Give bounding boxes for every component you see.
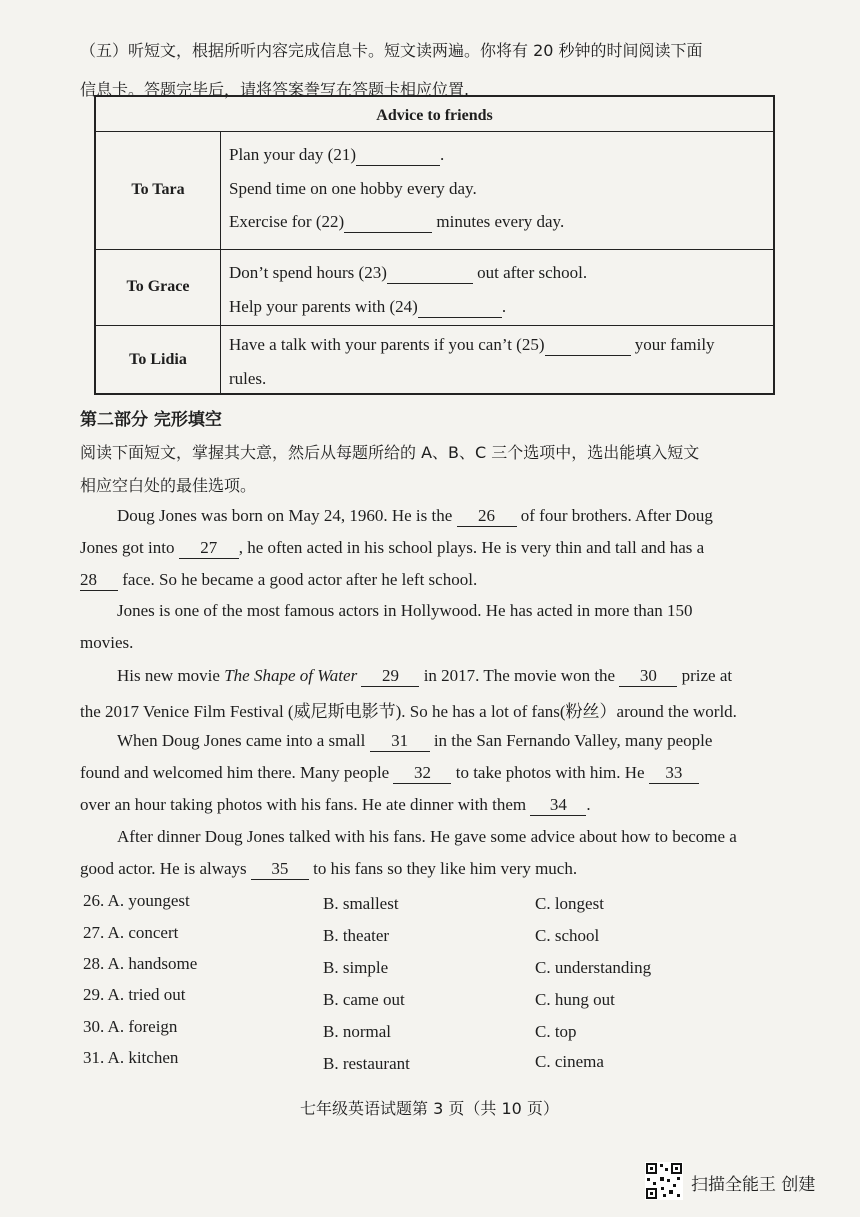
table-row [96, 131, 773, 250]
option-c: C. hung out [535, 990, 615, 1009]
option-c: C. longest [535, 894, 604, 913]
option-a: 31. A. kitchen [83, 1048, 179, 1067]
option-b: B. theater [323, 926, 390, 945]
passage-line: found and welcomed him there. Many people 32 to take photos with him. He 33 [80, 763, 699, 784]
advice-line: Exercise for (22) minutes every day. [229, 212, 565, 231]
option-b: B. came out [323, 990, 405, 1009]
option-c: C. understanding [535, 958, 652, 977]
answer-blank-23 [387, 263, 473, 284]
answer-blank-24 [418, 297, 502, 318]
passage-line: His new movie The Shape of Water 29 in 2017. The movie won the 30 prize at [117, 666, 733, 685]
option-a: 30. A. foreign [83, 1017, 178, 1036]
scanner-watermark: 扫描全能王 创建 [691, 1175, 816, 1195]
page-footer: 七年级英语试题第 3 页（共 10 页） [300, 1099, 559, 1118]
option-b: B. smallest [323, 894, 399, 913]
movie-title: The Shape of Water [224, 666, 358, 685]
row-name-grace: To Grace [96, 249, 221, 325]
passage-line: Jones got into 27 , he often acted in his school plays. He is very thin and tall and has a [80, 538, 705, 557]
passage-line: movies. [80, 633, 134, 652]
table-row [96, 249, 773, 326]
option-c: C. top [535, 1022, 577, 1041]
passage-line: over an hour taking photos with his fans. He ate dinner with them 34 . [80, 795, 591, 814]
qr-code-icon [645, 1162, 683, 1200]
cloze-blank-31: 31 [370, 731, 430, 752]
passage-line: 28 face. So he became a good actor after he left school. [80, 570, 478, 589]
advice-line: rules. [229, 369, 267, 388]
advice-line: Don’t spend hours (23) out after school. [229, 263, 588, 282]
cloze-blank-27: 27 [179, 538, 239, 559]
option-c: C. school [535, 926, 600, 945]
advice-line: Plan your day (21) . [229, 145, 445, 164]
answer-blank-21 [356, 145, 440, 166]
table-row [96, 325, 773, 395]
row-name-lidia: To Lidia [96, 325, 221, 395]
cloze-blank-28: 28 [80, 570, 118, 591]
advice-line: Have a talk with your parents if you can’t (25) your family [229, 335, 715, 354]
passage-line: Jones is one of the most famous actors in Hollywood. He has acted in more than 150 [117, 601, 693, 620]
cloze-blank-34: 34 [530, 795, 586, 816]
part2-instruction-line2: 相应空白处的最佳选项。 [80, 476, 257, 495]
option-a: 27. A. concert [83, 923, 179, 942]
advice-line: Spend time on one hobby every day. [229, 179, 477, 198]
advice-line: Help your parents with (24) . [229, 297, 507, 316]
row-name-tara: To Tara [96, 131, 221, 249]
table-title: Advice to friends [96, 97, 773, 132]
part2-instruction-line1: 阅读下面短文，掌握其大意，然后从每题所给的 A、B、C 三个选项中，选出能填入短文 [80, 443, 700, 462]
passage-line: good actor. He is always 35 to his fans so they like him very much. [80, 859, 578, 878]
option-a: 28. A. handsome [83, 954, 198, 973]
option-b: B. restaurant [323, 1054, 410, 1073]
option-b: B. simple [323, 958, 389, 977]
option-b: B. normal [323, 1022, 391, 1041]
listening-instruction-line1: （五）听短文，根据所听内容完成信息卡。短文读两遍。你将有 20 秒钟的时间阅读下面 [80, 41, 703, 60]
listening-instruction-line2: 信息卡。答题完毕后，请将答案誊写在答题卡相应位置. [80, 80, 470, 99]
cloze-blank-29: 29 [361, 666, 419, 687]
option-a: 26. A. youngest [83, 891, 190, 910]
answer-blank-22 [344, 212, 432, 233]
cloze-blank-33: 33 [649, 763, 699, 784]
cloze-blank-32: 32 [393, 763, 451, 784]
passage-line: the 2017 Venice Film Festival (威尼斯电影节). So he has a lot of fans(粉丝）around the world. [80, 702, 737, 721]
option-a: 29. A. tried out [83, 985, 186, 1004]
cloze-blank-30: 30 [619, 666, 677, 687]
passage-line: When Doug Jones came into a small 31 in the San Fernando Valley, many people [117, 731, 713, 750]
advice-table [94, 95, 775, 395]
answer-blank-25 [545, 335, 631, 356]
cloze-blank-35: 35 [251, 859, 309, 880]
passage-line: After dinner Doug Jones talked with his fans. He gave some advice about how to become a [117, 827, 737, 846]
option-c: C. cinema [535, 1052, 604, 1071]
part2-heading: 第二部分 完形填空 [80, 410, 222, 430]
cloze-blank-26: 26 [457, 506, 517, 527]
passage-line: Doug Jones was born on May 24, 1960. He is the 26 of four brothers. After Doug [117, 506, 713, 525]
